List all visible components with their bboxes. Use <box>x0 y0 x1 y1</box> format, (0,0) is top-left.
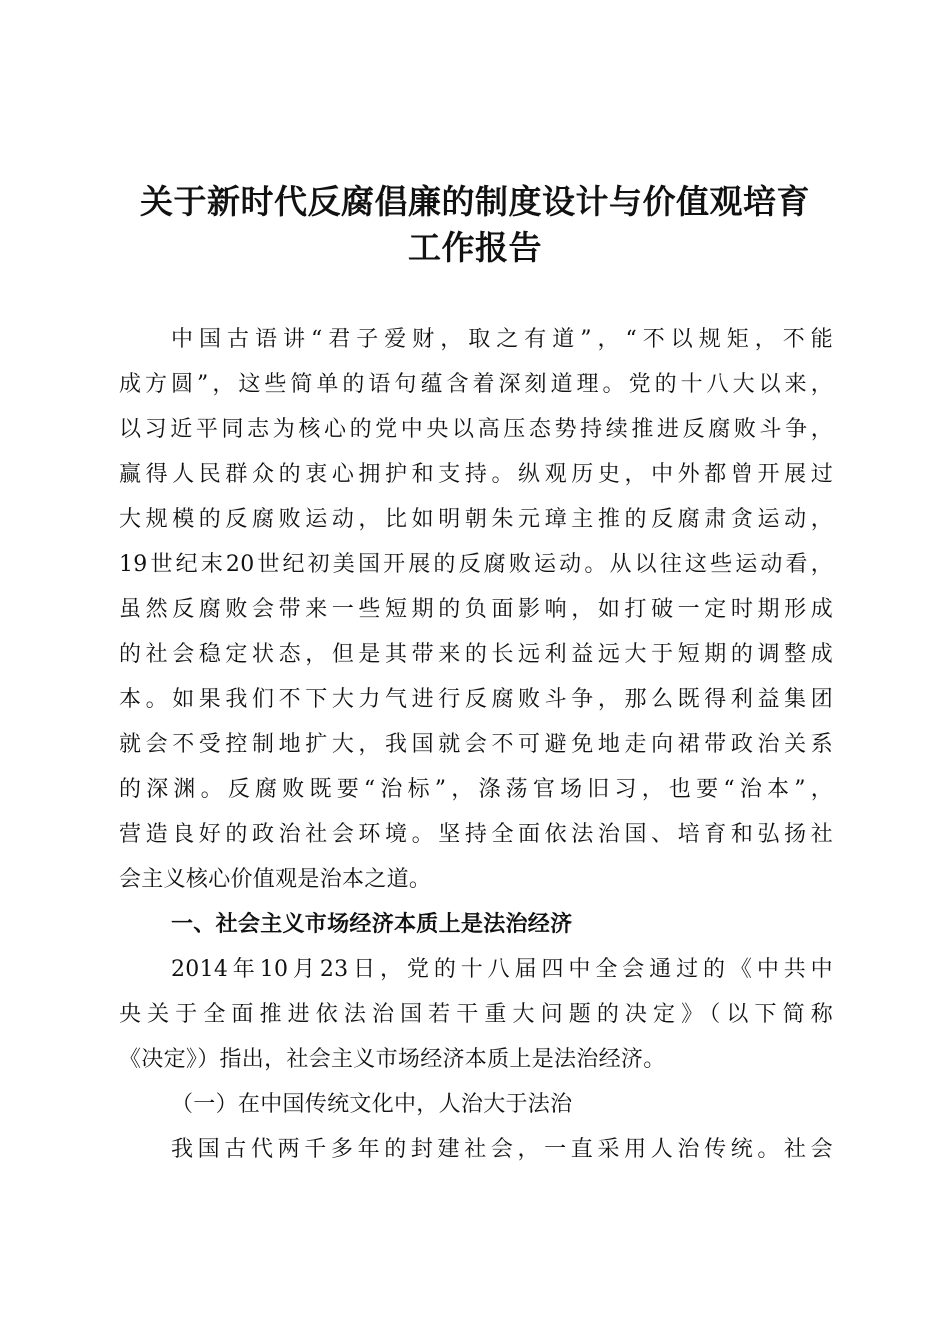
paragraph-line: 虽然反腐败会带来一些短期的负面影响，如打破一定时期形成 <box>119 597 833 622</box>
paragraph-line: 中国古语讲“君子爱财，取之有道”，“不以规矩，不能 <box>171 327 833 352</box>
paragraph-line: 我国古代两千多年的封建社会，一直采用人治传统。社会 <box>171 1137 833 1162</box>
paragraph-line: 会主义核心价值观是治本之道。 <box>119 867 432 892</box>
paragraph-line: 央关于全面推进依法治国若干重大问题的决定》（以下简称 <box>119 1002 833 1027</box>
document-title-line-1: 关于新时代反腐倡廉的制度设计与价值观培育 <box>140 182 810 221</box>
paragraph-line: 本。如果我们不下大力气进行反腐败斗争，那么既得利益集团 <box>119 687 833 712</box>
paragraph-line: 的社会稳定状态，但是其带来的长远利益远大于短期的调整成 <box>119 642 833 667</box>
paragraph-line: 以习近平同志为核心的党中央以高压态势持续推进反腐败斗争， <box>119 417 833 442</box>
paragraph-line: 19世纪末20世纪初美国开展的反腐败运动。从以往这些运动看， <box>119 552 833 577</box>
paragraph-line: 2014年10月23日，党的十八届四中全会通过的《中共中 <box>171 957 833 982</box>
paragraph-line: 营造良好的政治社会环境。坚持全面依法治国、培育和弘扬社 <box>119 822 833 847</box>
document-title-line-2: 工作报告 <box>408 228 542 267</box>
paragraph-line: 就会不受控制地扩大，我国就会不可避免地走向裙带政治关系 <box>119 732 833 757</box>
subsection-heading: （一）在中国传统文化中，人治大于法治 <box>171 1092 573 1117</box>
section-heading: 一、社会主义市场经济本质上是法治经济 <box>171 912 573 937</box>
paragraph-line: 赢得人民群众的衷心拥护和支持。纵观历史，中外都曾开展过 <box>119 462 833 487</box>
paragraph-line: 大规模的反腐败运动，比如明朝朱元璋主推的反腐肃贪运动， <box>119 507 833 532</box>
paragraph-line: 成方圆”，这些简单的语句蕴含着深刻道理。党的十八大以来， <box>119 372 833 397</box>
paragraph-line: 的深渊。反腐败既要“治标”，涤荡官场旧习，也要“治本”， <box>119 777 833 802</box>
paragraph-line: 《决定》）指出，社会主义市场经济本质上是法治经济。 <box>119 1047 666 1072</box>
